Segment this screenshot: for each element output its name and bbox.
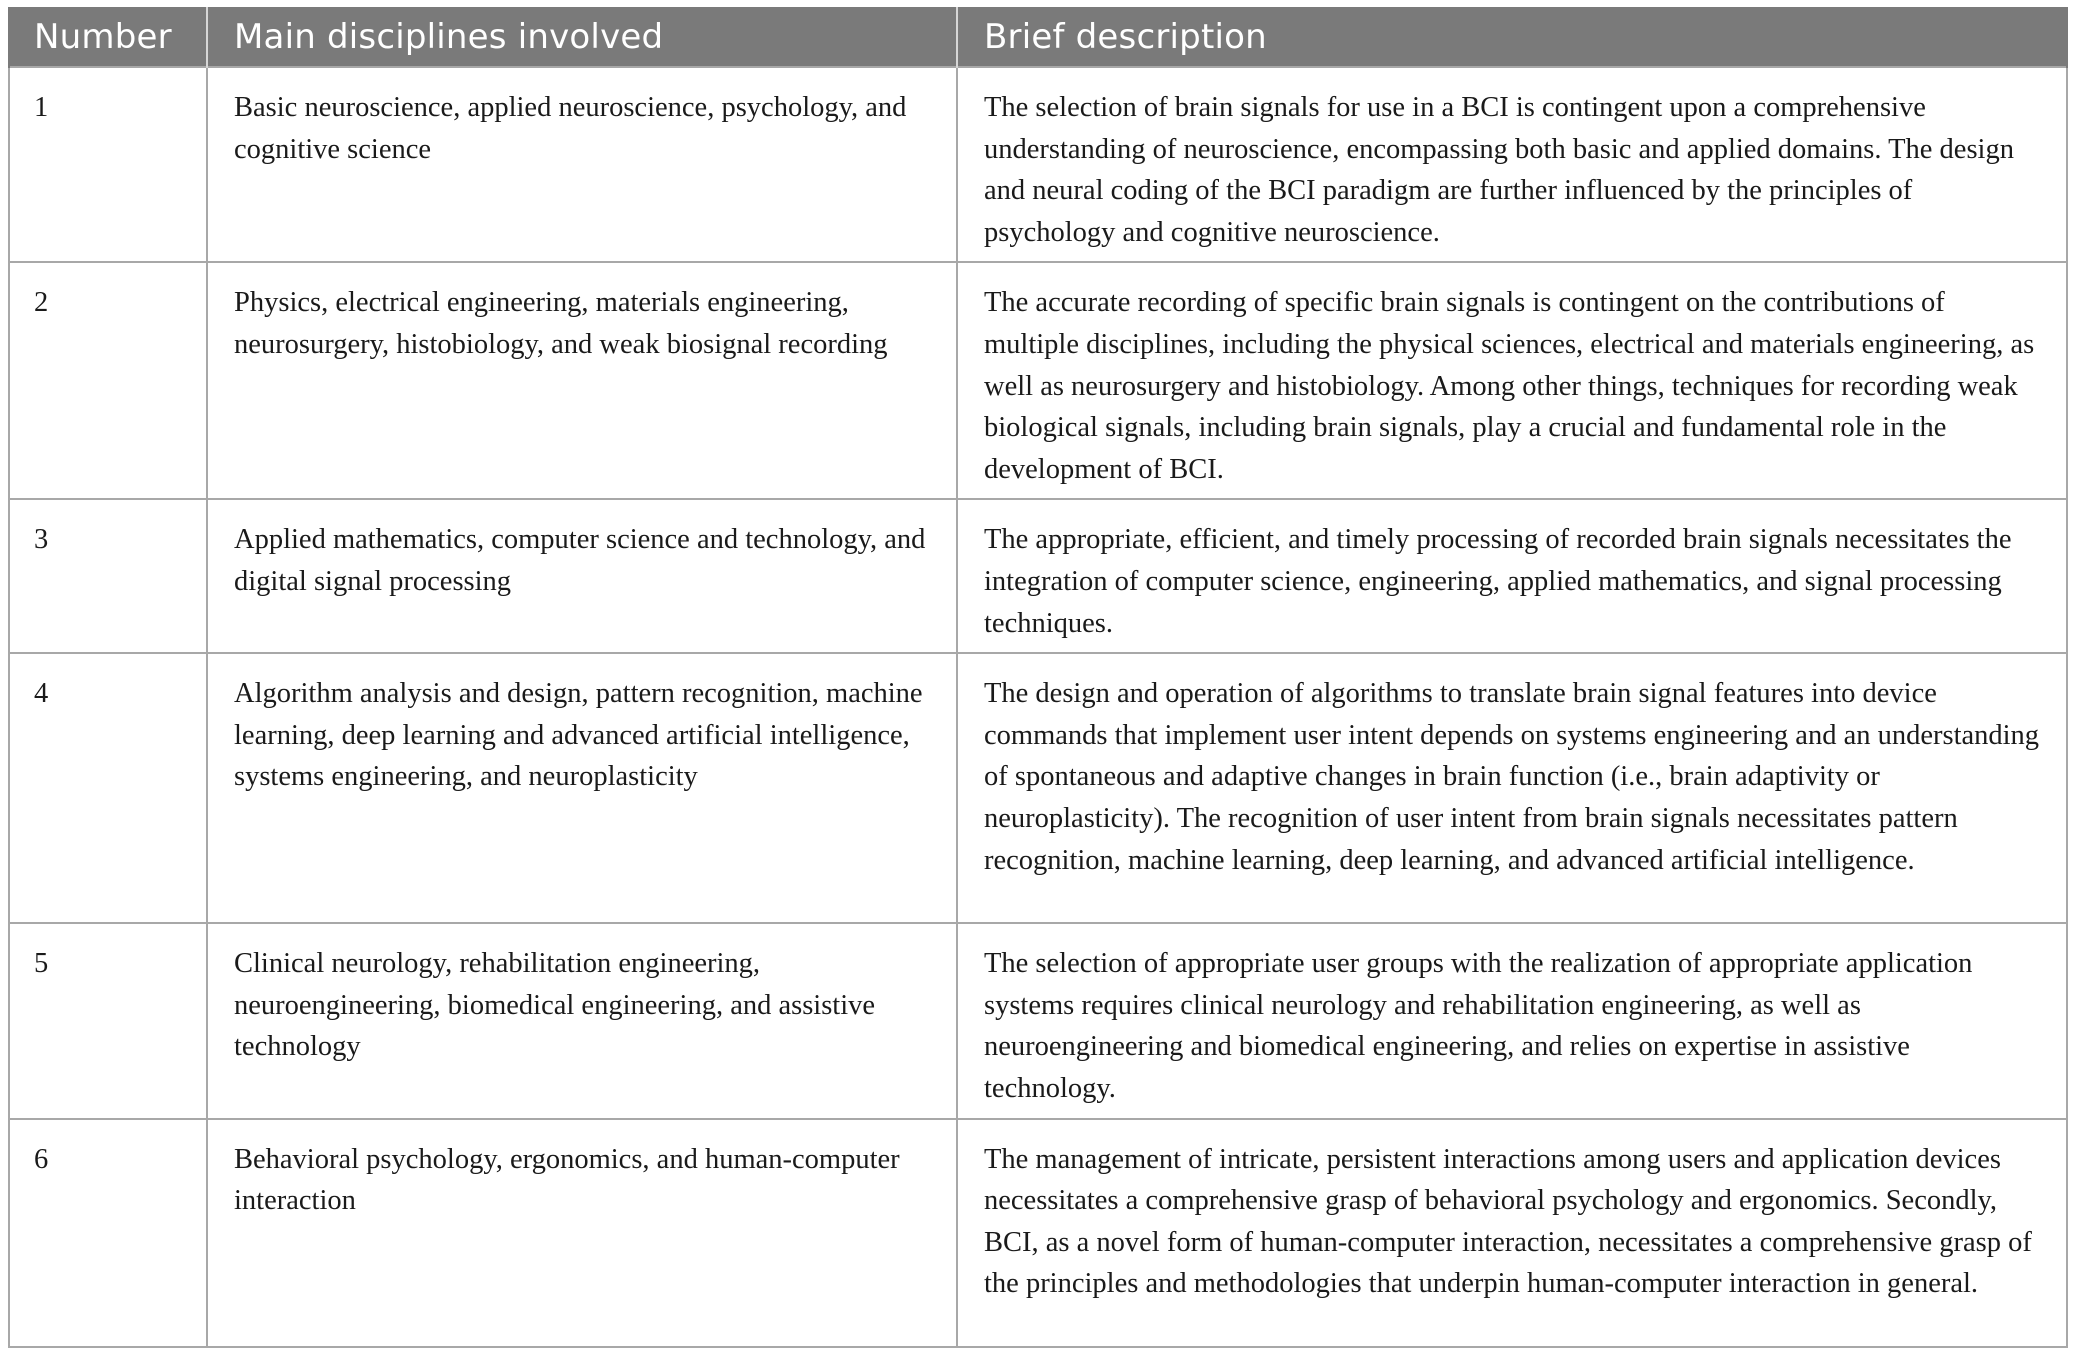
cell-disciplines: Behavioral psychology, ergonomics, and human-computer interaction xyxy=(207,1119,957,1347)
cell-description: The appropriate, efficient, and timely processing of recorded brain signals necessitates the integration of computer science, engineering, applied mathematics, and signal processing techniques. xyxy=(957,499,2067,653)
cell-description: The selection of appropriate user groups with the realization of appropriate application systems requires clinical neurology and rehabilitation engineering, as well as neuroengineering and biomedical engineering, and relies on expertise in assistive technology. xyxy=(957,923,2067,1118)
cell-disciplines: Physics, electrical engineering, materials engineering, neurosurgery, histobiology, and weak biosignal recording xyxy=(207,262,957,499)
table-row xyxy=(9,1119,2067,1347)
header-main-disciplines: Main disciplines involved xyxy=(207,7,957,67)
table-header xyxy=(9,7,2067,67)
cell-number: 3 xyxy=(9,499,207,653)
table-row xyxy=(9,653,2067,923)
cell-description: The design and operation of algorithms to translate brain signal features into device commands that implement user intent depends on systems engineering and an understanding of spontaneous and adaptive changes in brain function (i.e., brain adaptivity or neuroplasticity). The recognition of user intent from brain signals necessitates pattern recognition, machine learning, deep learning, and advanced artificial intelligence. xyxy=(957,653,2067,923)
cell-description: The management of intricate, persistent interactions among users and application devices necessitates a comprehensive grasp of behavioral psychology and ergonomics. Secondly, BCI, as a novel form of human-computer interaction, necessitates a comprehensive grasp of the principles and methodologies that underpin human-computer interaction in general. xyxy=(957,1119,2067,1347)
table-row xyxy=(9,67,2067,262)
cell-number: 5 xyxy=(9,923,207,1118)
disciplines-table xyxy=(8,7,2068,1348)
table-body xyxy=(9,67,2067,1347)
table-row xyxy=(9,262,2067,499)
cell-disciplines: Applied mathematics, computer science and technology, and digital signal processing xyxy=(207,499,957,653)
cell-disciplines: Clinical neurology, rehabilitation engineering, neuroengineering, biomedical engineering, and assistive technology xyxy=(207,923,957,1118)
cell-description: The accurate recording of specific brain signals is contingent on the contributions of multiple disciplines, including the physical sciences, electrical and materials engineering, as well as neurosurgery and histobiology. Among other things, techniques for recording weak biological signals, including brain signals, play a crucial and fundamental role in the development of BCI. xyxy=(957,262,2067,499)
table-row xyxy=(9,499,2067,653)
header-row xyxy=(9,7,2067,67)
disciplines-table-container xyxy=(8,7,2066,1348)
cell-number: 2 xyxy=(9,262,207,499)
header-number: Number xyxy=(9,7,207,67)
cell-disciplines: Algorithm analysis and design, pattern recognition, machine learning, deep learning and advanced artificial intelligence, systems engineering, and neuroplasticity xyxy=(207,653,957,923)
cell-description: The selection of brain signals for use in a BCI is contingent upon a comprehensive understanding of neuroscience, encompassing both basic and applied domains. The design and neural coding of the BCI paradigm are further influenced by the principles of psychology and cognitive neuroscience. xyxy=(957,67,2067,262)
table-row xyxy=(9,923,2067,1118)
header-brief-description: Brief description xyxy=(957,7,2067,67)
cell-number: 1 xyxy=(9,67,207,262)
cell-disciplines: Basic neuroscience, applied neuroscience, psychology, and cognitive science xyxy=(207,67,957,262)
cell-number: 6 xyxy=(9,1119,207,1347)
cell-number: 4 xyxy=(9,653,207,923)
